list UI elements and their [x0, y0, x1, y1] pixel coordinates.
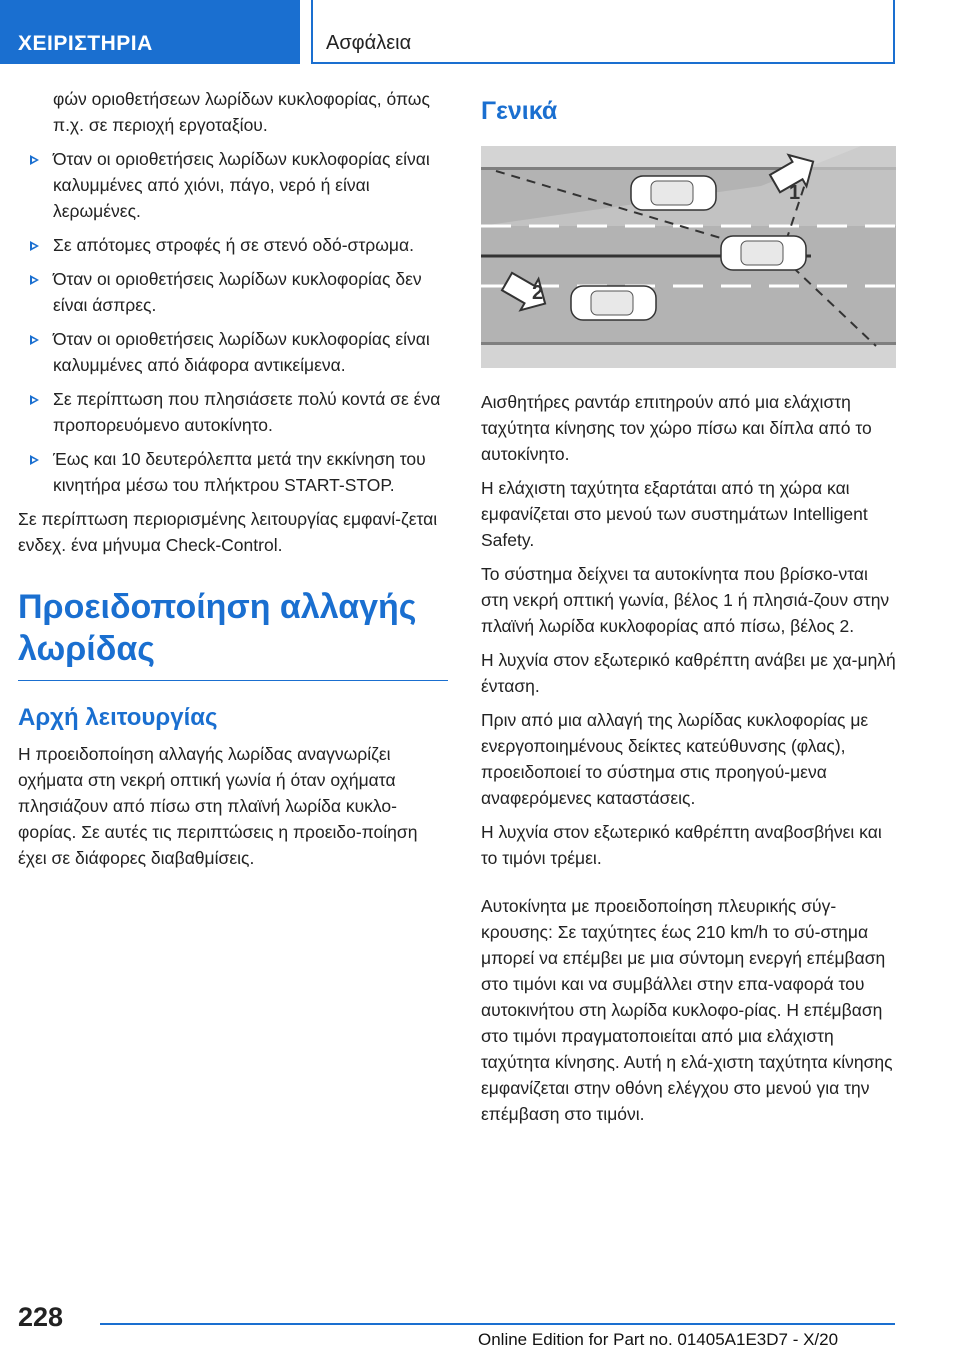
- list-item: Όταν οι οριοθετήσεις λωρίδων κυκλοφορίας δεν είναι άσπρες.: [18, 266, 448, 318]
- general-title: Γενικά: [481, 97, 558, 125]
- footer-edition-text: Online Edition for Part no. 01405A1E3D7 - X/20: [478, 1330, 839, 1349]
- subsection-title: Αρχή λειτουργίας: [18, 704, 218, 731]
- road-edge-bottom: [481, 342, 896, 345]
- bullet-triangle-icon: [30, 455, 39, 465]
- right-column: [481, 86, 896, 1135]
- list-item: Έως και 10 δευτερόλεπτα μετά την εκκίνηση του κινητήρα μέσω του πλήκτρου START-STOP.: [18, 446, 448, 498]
- bullet-triangle-icon: [30, 275, 39, 285]
- steering-intervention-paragraph: Αυτοκίνητα με προειδοποίηση πλευρικής σύγ-κρουσης: Σε ταχύτητες έως 210 km/h το σύ-στημα μπορεί να επέμβει με μια σύντομη ενεργή επέμβαση στο τιμόνι και να συμβάλλει στην επα-ναφορά του αυτοκινήτου στη λωρίδα κυκλοφο-ρίας. Η επέμβαση στο τιμόνι πραγματοποιείται από μια ελάχιστη ταχύτητα κίνησης. Αυτή η ελά-χιστη ταχύτητα κίνησης εμφανίζεται στην οθόνη ελέγχου στο μενού για την επέμβαση στο τιμόνι.: [481, 896, 893, 1124]
- limitation-list: [18, 146, 448, 498]
- header-right-border: [893, 0, 895, 64]
- list-item: Όταν οι οριοθετήσεις λωρίδων κυκλοφορίας είναι καλυμμένες από χιόνι, πάγο, νερό ή είναι λερωμένες.: [18, 146, 448, 224]
- page-number: 228: [18, 1302, 64, 1332]
- check-control-note: Σε περίπτωση περιορισμένης λειτουργίας εμφανί-ζεται ενδεχ. ένα μήνυμα Check-Control.: [18, 509, 438, 555]
- list-item: Σε απότομες στροφές ή σε στενό οδό-στρωμα.: [18, 232, 448, 258]
- bullet-triangle-icon: [30, 395, 39, 405]
- left-column: [18, 86, 448, 879]
- paragraph: Η λυχνία στον εξωτερικό καθρέπτη ανάβει με χα-μηλή ένταση.: [481, 650, 896, 696]
- vehicle-blind-spot: [631, 176, 716, 210]
- header-divider: [311, 0, 313, 64]
- section-title: Προειδοποίηση αλλαγής λωρίδας: [18, 586, 448, 681]
- paragraph: Το σύστημα δείχνει τα αυτοκίνητα που βρίσκο-νται στη νεκρή οπτική γωνία, βέλος 1 ή πλησιά-ζουν στην πλαϊνή λωρίδα κυκλοφορίας από πίσω, βέλος 2.: [481, 564, 890, 636]
- paragraph: Αισθητήρες ραντάρ επιτηρούν από μια ελάχιστη ταχύτητα κίνησης τον χώρο πίσω και δίπλα από το αυτοκίνητο.: [481, 392, 872, 464]
- header-chapter-tab: ΧΕΙΡΙΣΤΗΡΙΑ: [0, 0, 300, 64]
- vehicle-own: [721, 236, 806, 270]
- bullet-triangle-icon: [30, 241, 39, 251]
- paragraph: Πριν από μια αλλαγή της λωρίδας κυκλοφορίας με ενεργοποιημένους δείκτες κατεύθυνσης (φλας), προειδοποιεί το σύστημα στις προηγού-μενα αναφερόμενες καταστάσεις.: [481, 710, 869, 808]
- intro-continuation: φών οριοθετήσεων λωρίδων κυκλοφορίας, όπως π.χ. σε περιοχή εργοταξίου.: [53, 89, 430, 135]
- bullet-triangle-icon: [30, 335, 39, 345]
- paragraph: Η λυχνία στον εξωτερικό καθρέπτη αναβοσβήνει και το τιμόνι τρέμει.: [481, 822, 882, 868]
- header-section-title: Ασφάλεια: [326, 32, 412, 54]
- header-underline: [311, 62, 895, 64]
- bullet-triangle-icon: [30, 155, 39, 165]
- vehicle-approaching: [571, 286, 656, 320]
- paragraph: Η ελάχιστη ταχύτητα εξαρτάται από τη χώρα και εμφανίζεται στο μενού των συστημάτων Intelligent Safety.: [481, 478, 868, 550]
- arrow-2-label: 2: [532, 282, 544, 304]
- arrow-1-label: 1: [789, 182, 801, 204]
- principle-paragraph: Η προειδοποίηση αλλαγής λωρίδας αναγνωρίζει οχήματα στη νεκρή οπτική γωνία ή όταν οχήματα πλησιάζουν από πίσω στη πλαϊνή λωρίδα κυκλο-φορίας. Σε αυτές τις περιπτώσεις η προειδο-ποίηση έχει σε διάφορες διαβαθμίσεις.: [18, 744, 418, 868]
- list-item: Όταν οι οριοθετήσεις λωρίδων κυκλοφορίας είναι καλυμμένες από διάφορα αντικείμενα.: [18, 326, 448, 378]
- list-item: Σε περίπτωση που πλησιάσετε πολύ κοντά σε ένα προπορευόμενο αυτοκίνητο.: [18, 386, 448, 438]
- footer-rule: [100, 1323, 895, 1325]
- lane-change-illustration: [481, 146, 896, 368]
